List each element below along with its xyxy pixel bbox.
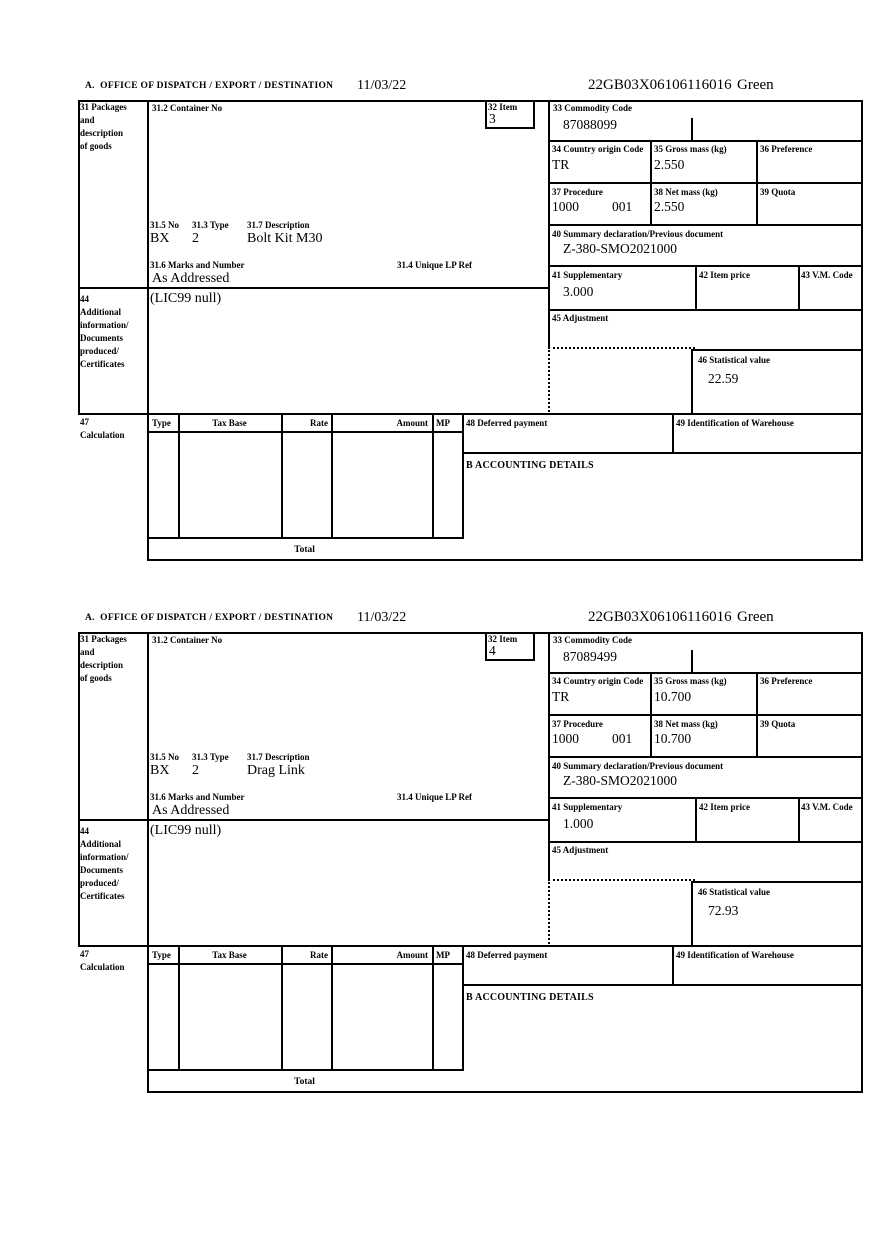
statistical-value-label: 46 Statistical value [698,887,770,897]
commodity-code-label: 33 Commodity Code [553,635,632,645]
adjustment-label: 45 Adjustment [552,313,609,323]
box31-label: of goods [80,141,112,151]
statistical-value-label: 46 Statistical value [698,355,770,365]
border-line [861,100,863,561]
item-label: 32 Item [488,102,518,112]
border-line [548,797,863,799]
box31-label: 31 Packages [80,102,127,112]
description-label: 31.7 Description [247,752,310,762]
marks-and-number-value: As Addressed [152,803,230,818]
box44-label: 44 [80,826,89,836]
net-mass-value: 10.700 [654,731,692,746]
supplementary-label: 41 Supplementary [552,270,623,280]
border-line [462,984,863,986]
border-line [861,632,863,1093]
border-line [798,797,800,843]
border-line [147,100,149,561]
border-line [462,945,464,1071]
marks-and-number-label: 31.6 Marks and Number [150,792,245,802]
gross-mass-value: 2.550 [654,157,685,172]
country-origin-value: TR [552,689,570,704]
border-line [281,945,283,1071]
commodity-code-value: 87088099 [563,117,617,132]
gross-mass-label: 35 Gross mass (kg) [654,144,727,154]
border-line [650,672,652,757]
tax-mp-header: MP [436,418,450,428]
deferred-payment-label: 48 Deferred payment [466,950,548,960]
unique-lp-ref-label: 31.4 Unique LP Ref [397,792,473,802]
country-origin-value: TR [552,157,570,172]
border-line [548,265,863,267]
box44-label: Additional [80,839,122,849]
container-no-label: 31.2 Container No [152,635,223,645]
box44-label: Documents [80,333,123,343]
box44-label: information/ [80,320,129,330]
border-line [756,140,758,225]
declaration-item-block-2 [0,532,882,1087]
item-number-value: 4 [489,643,496,658]
office-of-dispatch-label: A. OFFICE OF DISPATCH / EXPORT / DESTINATION [85,81,334,91]
item-number-value: 3 [489,111,496,126]
box47-label: 47 [80,949,89,959]
preference-label: 36 Preference [760,676,813,686]
commodity-code-value: 87089499 [563,649,617,664]
declaration-reference: 22GB03X06106116016 [588,609,732,625]
border-line [432,413,434,539]
item-label: 32 Item [488,634,518,644]
summary-declaration-label: 40 Summary declaration/Previous document [552,761,724,771]
border-line [691,881,863,883]
border-line [485,100,487,129]
box44-label: Certificates [80,891,125,901]
routing-status: Green [737,609,774,625]
additional-info-value: (LIC99 null) [150,291,222,306]
net-mass-label: 38 Net mass (kg) [654,187,718,197]
procedure-value: 1000 [552,199,579,214]
net-mass-label: 38 Net mass (kg) [654,719,718,729]
vm-code-label: 43 V.M. Code [801,802,853,812]
tax-base-header: Tax Base [212,950,247,960]
procedure-label: 37 Procedure [552,187,603,197]
border-line [548,841,863,843]
border-line [548,182,863,184]
procedure-ext-value: 001 [612,199,633,214]
border-line [672,413,674,454]
package-no-label: 31.5 No [150,220,179,230]
border-line [485,659,535,661]
tax-amount-header: Amount [396,950,428,960]
declaration-item-block-1 [0,0,882,555]
tax-rate-header: Rate [310,950,328,960]
package-type-label: 31.3 Type [192,752,229,762]
accounting-details-label: B ACCOUNTING DETAILS [466,460,594,471]
summary-declaration-value: Z-380-SMO2021000 [563,241,677,256]
warehouse-id-label: 49 Identification of Warehouse [676,418,794,428]
package-no-value: BX [150,763,170,778]
supplementary-label: 41 Supplementary [552,802,623,812]
border-line [691,118,693,142]
border-line [691,650,693,674]
item-price-label: 42 Item price [699,802,750,812]
border-line [78,413,863,415]
statistical-value: 22.59 [708,371,739,386]
quota-label: 39 Quota [760,187,796,197]
border-line [78,632,80,947]
box44-label: information/ [80,852,129,862]
package-type-label: 31.3 Type [192,220,229,230]
tax-rate-header: Rate [310,418,328,428]
border-line [548,879,550,947]
package-type-value: 2 [192,231,199,246]
border-line [485,632,487,661]
tax-amount-header: Amount [396,418,428,428]
box44-label: Documents [80,865,123,875]
container-no-label: 31.2 Container No [152,103,223,113]
border-line [281,413,283,539]
border-line [462,452,863,454]
box47-label: Calculation [80,962,125,972]
border-line [432,945,434,1071]
procedure-value: 1000 [552,731,579,746]
warehouse-id-label: 49 Identification of Warehouse [676,950,794,960]
box31-label: description [80,660,124,670]
accounting-details-label: B ACCOUNTING DETAILS [466,992,594,1003]
deferred-payment-label: 48 Deferred payment [466,418,548,428]
statistical-value: 72.93 [708,903,739,918]
tax-type-header: Type [152,418,171,428]
preference-label: 36 Preference [760,144,813,154]
border-line [695,265,697,311]
box44-label: 44 [80,294,89,304]
box47-label: 47 [80,417,89,427]
quota-label: 39 Quota [760,719,796,729]
border-line [548,756,863,758]
border-line [147,632,149,1093]
border-line [548,632,550,881]
border-line [178,413,180,539]
box31-label: and [80,647,95,657]
goods-description-value: Drag Link [247,763,305,778]
border-line [548,672,863,674]
border-line [691,349,693,415]
declaration-reference: 22GB03X06106116016 [588,77,732,93]
border-line [548,347,550,415]
vm-code-label: 43 V.M. Code [801,270,853,280]
box31-label: 31 Packages [80,634,127,644]
tax-base-header: Tax Base [212,418,247,428]
country-origin-label: 34 Country origin Code [552,676,644,686]
border-line [331,945,333,1071]
box31-label: description [80,128,124,138]
gross-mass-label: 35 Gross mass (kg) [654,676,727,686]
tax-mp-header: MP [436,950,450,960]
description-label: 31.7 Description [247,220,310,230]
marks-and-number-value: As Addressed [152,271,230,286]
procedure-ext-value: 001 [612,731,633,746]
border-line [691,881,693,947]
package-no-value: BX [150,231,170,246]
border-line [533,100,535,129]
gross-mass-value: 10.700 [654,689,692,704]
total-label: Total [294,545,315,555]
routing-status: Green [737,77,774,93]
border-line [178,945,180,1071]
border-line [147,431,462,433]
border-line [78,945,863,947]
border-line [331,413,333,539]
border-line [548,309,863,311]
box44-label: produced/ [80,346,119,356]
additional-info-value: (LIC99 null) [150,823,222,838]
declaration-date: 11/03/22 [357,610,407,625]
summary-declaration-label: 40 Summary declaration/Previous document [552,229,724,239]
commodity-code-label: 33 Commodity Code [553,103,632,113]
box44-label: produced/ [80,878,119,888]
border-line [548,714,863,716]
border-line [672,945,674,986]
box31-label: and [80,115,95,125]
border-line [78,100,80,415]
border-line [695,797,697,843]
supplementary-value: 3.000 [563,284,594,299]
net-mass-value: 2.550 [654,199,685,214]
border-line [798,265,800,311]
country-origin-label: 34 Country origin Code [552,144,644,154]
border-line [78,632,863,634]
border-line [462,413,464,539]
border-line [147,1091,863,1093]
border-line [548,140,863,142]
border-line [650,140,652,225]
border-line [548,100,550,349]
border-line [147,1069,462,1071]
box31-label: of goods [80,673,112,683]
box47-label: Calculation [80,430,125,440]
office-of-dispatch-label: A. OFFICE OF DISPATCH / EXPORT / DESTINATION [85,613,334,623]
summary-declaration-value: Z-380-SMO2021000 [563,773,677,788]
adjustment-label: 45 Adjustment [552,845,609,855]
total-label: Total [294,1077,315,1087]
border-line [548,224,863,226]
border-line [756,672,758,757]
package-type-value: 2 [192,763,199,778]
goods-description-value: Bolt Kit M30 [247,231,323,246]
declaration-date: 11/03/22 [357,78,407,93]
border-line [691,349,863,351]
border-line [548,347,695,349]
marks-and-number-label: 31.6 Marks and Number [150,260,245,270]
border-line [147,963,462,965]
supplementary-value: 1.000 [563,816,594,831]
tax-type-header: Type [152,950,171,960]
border-line [533,632,535,661]
unique-lp-ref-label: 31.4 Unique LP Ref [397,260,473,270]
border-line [78,100,863,102]
box44-label: Certificates [80,359,125,369]
item-price-label: 42 Item price [699,270,750,280]
procedure-label: 37 Procedure [552,719,603,729]
border-line [548,879,695,881]
package-no-label: 31.5 No [150,752,179,762]
box44-label: Additional [80,307,122,317]
border-line [485,127,535,129]
